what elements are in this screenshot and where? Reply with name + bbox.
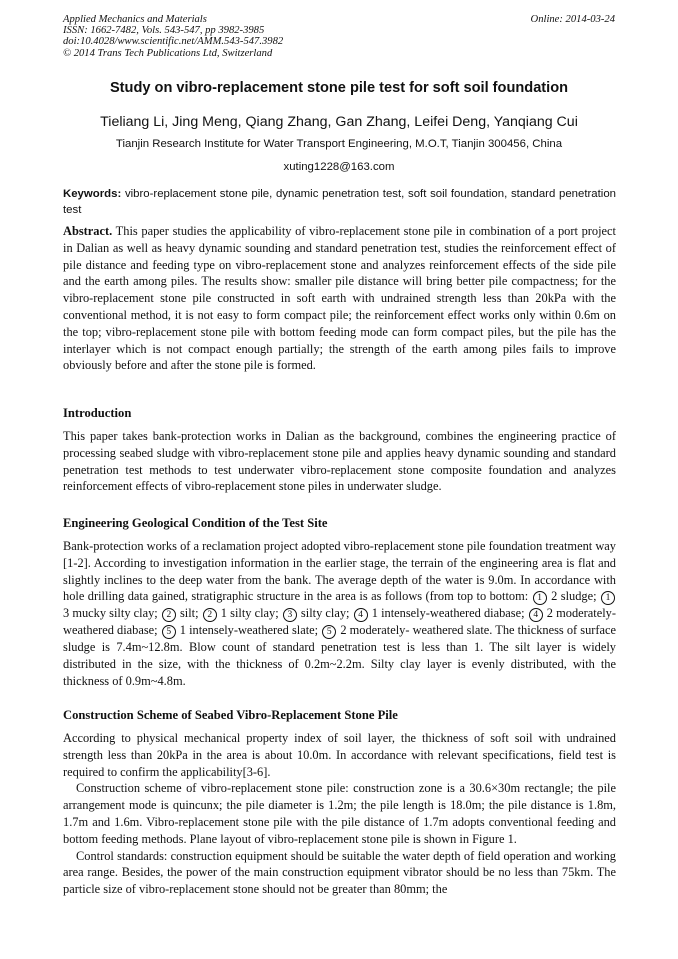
- paragraph: Construction scheme of vibro-replacement stone pile: construction zone is a 30.6×30m rectangle; the pile arrangement mode is quincunx; the pile diameter is 1.2m; the pile length is 18.0m; the pile distance is 1.8m, 1.7m and 1.6m. Vibro-replacement stone pile with the pile distance of 1.7m adopts conventional feeding and bottom feeding methods. Plane layout of vibro-replacement stone pile is shown in Figure 1.: [63, 781, 616, 846]
- layer-text: 2 sludge;: [547, 589, 601, 604]
- circled-number: 2: [162, 608, 176, 622]
- abstract-label: Abstract.: [63, 224, 113, 238]
- circled-number: 2: [203, 608, 217, 622]
- keywords-label: Keywords:: [63, 188, 122, 200]
- section-heading: Engineering Geological Condition of the Test Site: [63, 516, 328, 530]
- circled-number: 4: [529, 608, 543, 622]
- circled-number: 5: [162, 625, 176, 639]
- circled-number: 1: [533, 591, 547, 605]
- circled-number: 4: [354, 608, 368, 622]
- online-date: Online: 2014-03-24: [530, 14, 615, 25]
- paragraph: [63, 538, 616, 690]
- paragraph: Control standards: construction equipment should be suitable the water depth of field operation and working area range. Besides, the power of the main construction equipment vibrator should be no less than 75km. The particle size of vibro-replacement stone should not be greater than 80mm; the: [63, 848, 616, 897]
- journal-header: [63, 14, 615, 59]
- affiliation: Tianjin Research Institute for Water Transport Engineering, M.O.T, Tianjin 300456, China: [115, 138, 563, 150]
- circled-number: 1: [601, 591, 615, 605]
- layer-text: 1 intensely-weathered diabase;: [368, 606, 528, 621]
- abstract-text: This paper studies the applicability of vibro-replacement stone pile in combination of a port project in Dalian as well as heavy dynamic sounding and standard penetration test, studies the reinforcement effect of pile distance and feeding type on vibro-replacement stone and analyzes reinforcement effects of the side pile and the earth among piles. The results show: smaller pile distance will bring better pile compactness; for the vibro-replacement stone pile constructed in soft earth with undrained strength less than 20kPa with the conventional method, it is not easy to form compact pile; the reinforcement effect works only within 0.6m on the top; vibro-replacement stone pile with bottom feeding mode can form compact piles, but the pile has the interlayer which is not compact enough partially; the strength of the earth among piles fails to improve obviously before and after the stone pile is formed.: [63, 224, 616, 373]
- section-heading: Introduction: [63, 406, 132, 420]
- section-introduction: [63, 405, 616, 495]
- layer-text: 2 moderately- weathered diabase;: [63, 606, 616, 638]
- layer-text: 2 moderately- weathered slate.: [337, 623, 493, 638]
- circled-number: 5: [322, 625, 336, 639]
- paragraph-text: The thickness of surface sludge is 7.4m~12.8m. Blow count of standard penetration test is less than 1. The silt layer is widely distributed in the size, with the thickness of 0.2m~2.2m. Silty clay layer is evenly distributed, with the thickness of 0.9m~4.8m.: [63, 623, 617, 688]
- section-heading: Construction Scheme of Seabed Vibro-Replacement Stone Pile: [63, 708, 398, 722]
- journal-name: Applied Mechanics and Materials: [63, 14, 207, 25]
- abstract: [63, 223, 616, 374]
- doi-line: doi:10.4028/www.scientific.net/AMM.543-547.3982: [63, 36, 284, 48]
- contact-email[interactable]: xuting1228@163.com: [283, 161, 395, 173]
- copyright-line: © 2014 Trans Tech Publications Ltd, Switzerland: [63, 47, 273, 59]
- paragraph: According to physical mechanical property index of soil layer, the thickness of soft soil with undrained strength less than 20kPa in the area is about 10.0m. In accordance with relevant specifications, field test is required to confirm the applicability[3-6].: [63, 731, 616, 779]
- section-construction: [63, 707, 616, 898]
- issn-line: ISSN: 1662-7482, Vols. 543-547, pp 3982-3985: [63, 25, 265, 37]
- keywords-text: vibro-replacement stone pile, dynamic penetration test, soft soil foundation, standard penetration test: [63, 188, 616, 216]
- keywords: [63, 186, 616, 218]
- layer-text: silt;: [176, 606, 202, 621]
- section-geology: [63, 515, 616, 690]
- layer-text: 1 silty clay;: [217, 606, 282, 621]
- layer-text: silty clay;: [297, 606, 353, 621]
- paragraph-text: Bank-protection works of a reclamation project adopted vibro-replacement stone pile foundation treatment way [1-2]. According to investigation information in the earlier stage, the terrain of the engineering area is flat and slightly inclines to the deep water from the bank. The average depth of the water is 9.0m. In accordance with hole drilling data gained, stratigraphic structure in the area is as follows (from top to bottom:: [63, 539, 616, 604]
- layer-text: 3 mucky silty clay;: [63, 606, 161, 621]
- paper-title: Study on vibro-replacement stone pile test for soft soil foundation: [109, 80, 569, 96]
- circled-number: 3: [283, 608, 297, 622]
- layer-text: 1 intensely-weathered slate;: [176, 623, 322, 638]
- author-list: Tieliang Li, Jing Meng, Qiang Zhang, Gan Zhang, Leifei Deng, Yanqiang Cui: [100, 114, 578, 130]
- paragraph: This paper takes bank-protection works in Dalian as the background, combines the engineering practice of processing seabed sludge with vibro-replacement stone pile and applies heavy dynamic sounding and standard penetration test methods to test underwater vibro-replacement stone composite foundation and analyzes reinforcement effects of vibro-replacement stone piles in underwater sludge.: [63, 429, 616, 494]
